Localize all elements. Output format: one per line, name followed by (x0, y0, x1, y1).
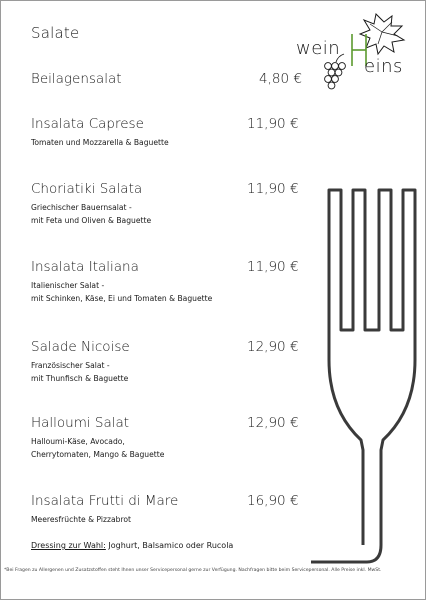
item-price: 16,90 € (247, 493, 299, 509)
item-name: Insalata Italiana (31, 259, 139, 275)
item-price: 12,90 € (247, 339, 299, 355)
item-name: Insalata Frutti di Mare (31, 493, 179, 509)
item-price: 11,90 € (247, 181, 299, 197)
dressing-label: Dressing zur Wahl: (31, 541, 106, 550)
item-description: Meeresfrüchte & Pizzabrot (31, 515, 132, 524)
item-description: Französischer Salat - mit Thunfisch & Baguette (31, 361, 129, 383)
item-price: 4,80 € (259, 71, 302, 87)
logo-word-right: eins (364, 56, 403, 77)
item-description: Halloumi-Käse, Avocado, Cherrytomaten, Mango & Baguette (31, 437, 165, 459)
item-name: Choriatiki Salata (31, 181, 143, 197)
item-description: Italienischer Salat - mit Schinken, Käse, Ei und Tomaten & Baguette (31, 281, 213, 303)
logo (292, 8, 414, 92)
item-price: 12,90 € (247, 415, 299, 431)
item-name: Halloumi Salat (31, 415, 130, 431)
dressing-options: Joghurt, Balsamico oder Rucola (105, 541, 234, 550)
item-description: Tomaten und Mozzarella & Baguette (31, 138, 169, 147)
page-title: Salate (31, 24, 80, 42)
item-price: 11,90 € (247, 259, 299, 275)
item-name: Salade Nicoise (31, 339, 130, 355)
item-name: Insalata Caprese (31, 116, 144, 132)
allergen-footnote: *Bei Fragen zu Allergenen und Zusatzstoffen steht Ihnen unser Servicepersonal gerne zur Verfügung. Nachfragen bitte beim Servicepersonal. Alle Preise inkl. MwSt. (4, 568, 382, 573)
item-name: Beilagensalat (31, 71, 122, 87)
dressing-note (31, 541, 233, 550)
item-price: 11,90 € (247, 116, 299, 132)
item-description: Griechischer Bauernsalat - mit Feta und Oliven & Baguette (31, 203, 152, 225)
logo-word-left: wein (296, 38, 341, 59)
